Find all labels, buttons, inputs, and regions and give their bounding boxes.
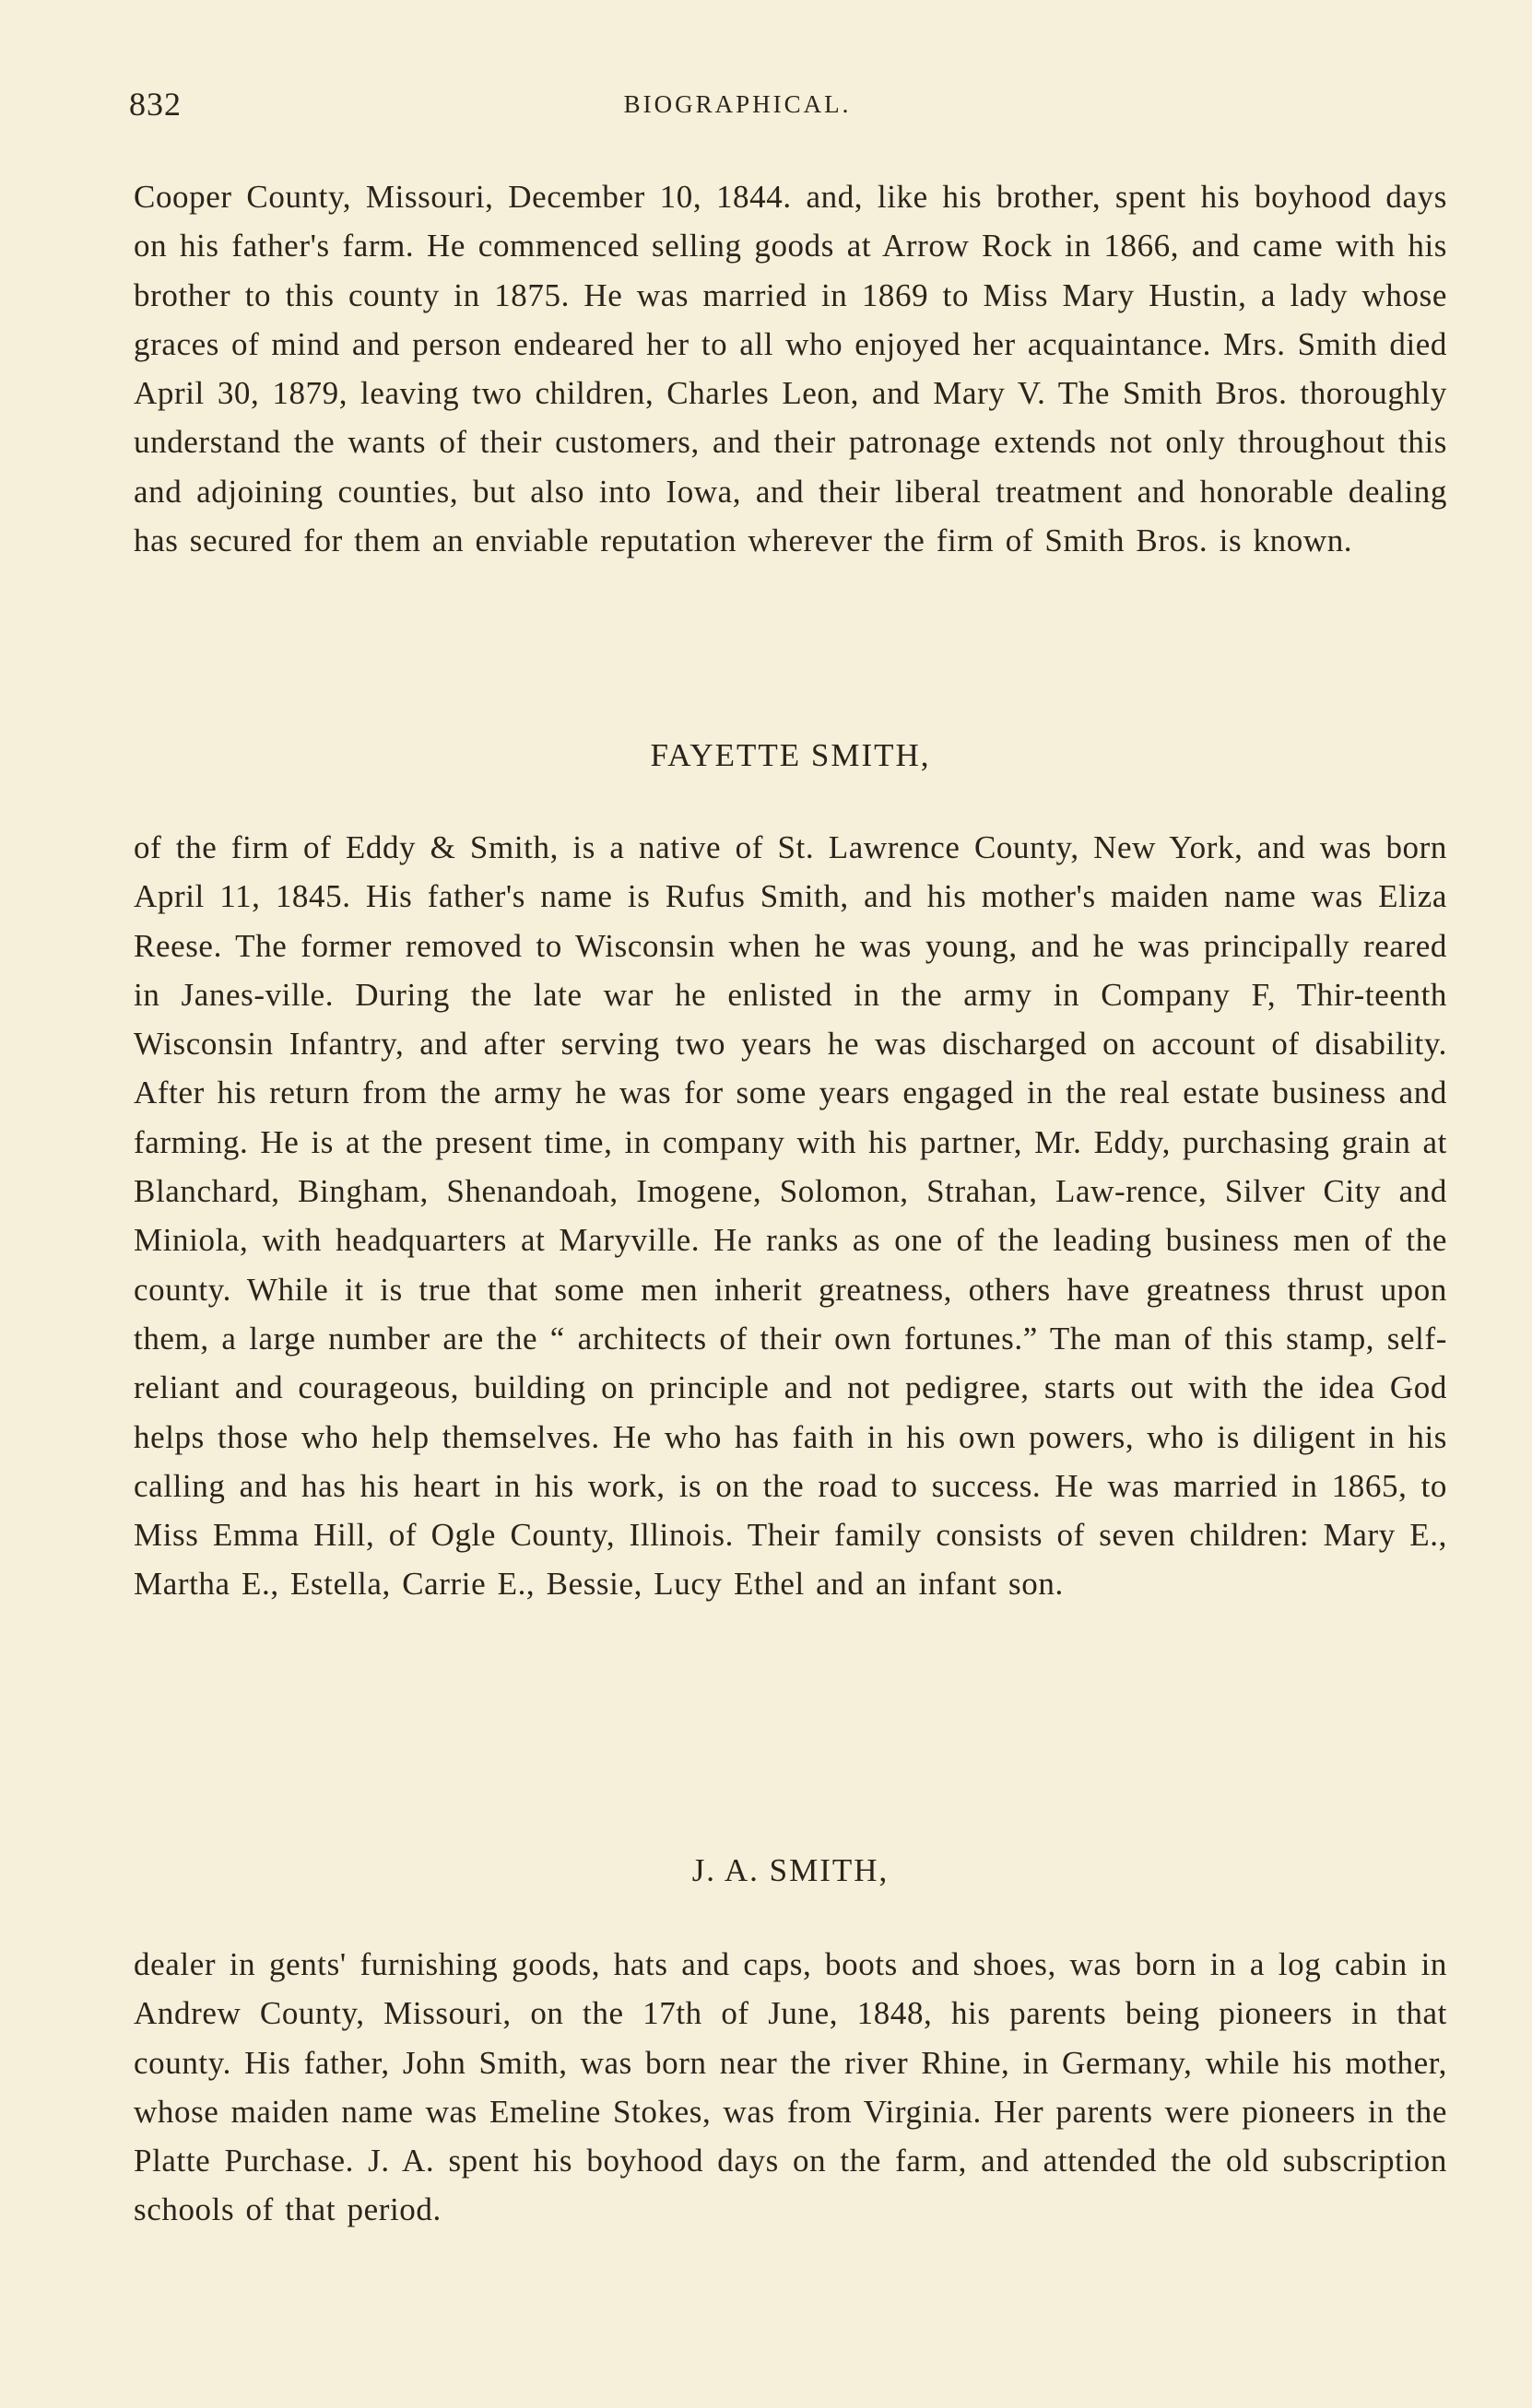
- paragraph-text: of the firm of Eddy & Smith, is a native of St. Lawrence County, New York, and was born April 11, 1845. His father's name is Rufus Smith, and his mother's maiden name was Eliza Reese. The former removed to Wisconsin when he was young, and he was principally reared in Janes-ville. During the late war he enlisted in the army in Company F, Thir-teenth Wisconsin Infantry, and after serving two years he was discharged on account of disability. After his return from the army he was for some years engaged in the real estate business and farming. He is at the present time, in company with his partner, Mr. Eddy, purchasing grain at Blanchard, Bingham, Shenandoah, Imogene, Solomon, Strahan, Law-rence, Silver City and Miniola, with headquarters at Maryville. He ranks as one of the leading business men of the county. While it is true that some men inherit greatness, others have greatness thrust upon them, a large number are the “ architects of their own fortunes.” The man of this stamp, self-reliant and courageous, building on principle and not pedigree, starts out with the idea God helps those who help themselves. He who has faith in his own powers, who is diligent in his calling and has his heart in his work, is on the road to success. He was married in 1865, to Miss Emma Hill, of Ogle County, Illinois. Their family consists of seven children: Mary E., Martha E., Estella, Carrie E., Bessie, Lucy Ethel and an infant son.: [134, 829, 1447, 1603]
- paragraph-text: Cooper County, Missouri, December 10, 1844. and, like his brother, spent his boyhood days on his father's farm. He commenced selling goods at Arrow Rock in 1866, and came with his brother to this county in 1875. He was married in 1869 to Miss Mary Hustin, a lady whose graces of mind and person endeared her to all who enjoyed her acquaintance. Mrs. Smith died April 30, 1879, leaving two children, Charles Leon, and Mary V. The Smith Bros. thoroughly understand the wants of their customers, and their patronage extends not only throughout this and adjoining counties, but also into Iowa, and their liberal treatment and honorable dealing has secured for them an enviable reputation wherever the firm of Smith Bros. is known.: [134, 179, 1447, 559]
- page-number: 832: [129, 86, 182, 123]
- fayette-smith-paragraph: [134, 823, 1447, 1609]
- section-heading-j-a-smith: J. A. SMITH,: [691, 1852, 890, 1888]
- page-header: [129, 85, 1456, 131]
- paragraph-text: dealer in gents' furnishing goods, hats and caps, boots and shoes, was born in a log cabin in Andrew County, Missouri, on the 17th of June, 1848, his parents being pioneers in that county. His father, John Smith, was born near the river Rhine, in Germany, while his mother, whose maiden name was Emeline Stokes, was from Virginia. Her parents were pioneers in the Platte Purchase. J. A. spent his boyhood days on the farm, and attended the old subscription schools of that period.: [134, 1946, 1447, 2228]
- j-a-smith-paragraph: [134, 1940, 1447, 2235]
- running-head: BIOGRAPHICAL.: [623, 90, 852, 118]
- section-heading-fayette-smith: FAYETTE SMITH,: [650, 737, 931, 773]
- continued-biography-paragraph: [134, 172, 1447, 565]
